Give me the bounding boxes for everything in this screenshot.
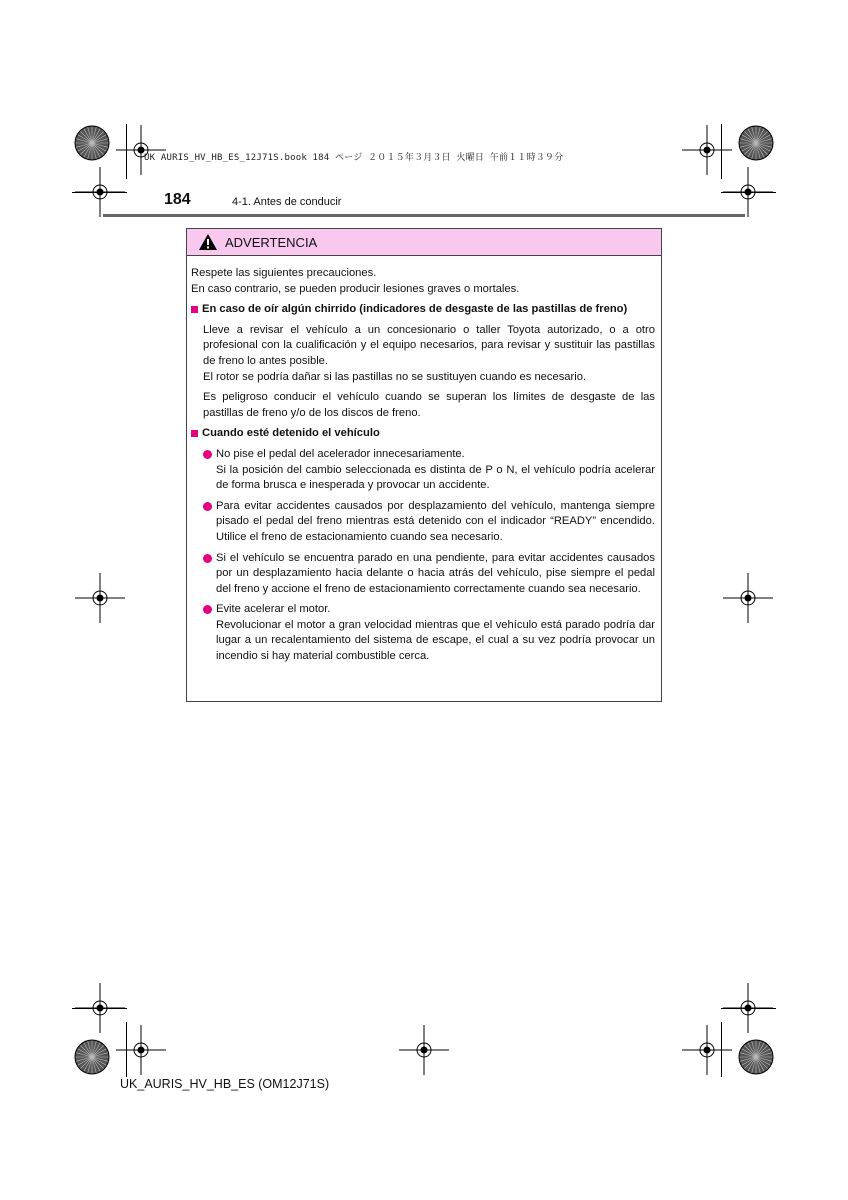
crop-line	[72, 1008, 127, 1009]
bullet-lead: Si el vehículo se encuentra parado en una pendiente, para evitar accidentes causados por un desplazamiento hacia delante o hacia atrás del vehículo, pise siempre el pedal del freno y accione el freno de estacionamiento correctamente cuando sea necesario.	[216, 551, 655, 595]
bullet-text: Si la posición del cambio seleccionada es distinta de P o N, el vehículo podría acelerar de forma brusca e inesperada y provocar un accidente.	[216, 463, 655, 492]
bullet-text: Revolucionar el motor a gran velocidad mientras que el vehículo está parado podría dar lugar a un recalentamiento del sistema de escape, el cual a su vez podría provocar un incendio si hay material combustible cerca.	[216, 618, 655, 663]
warning-header	[187, 229, 661, 256]
section-heading	[191, 302, 655, 318]
warning-triangle-icon	[198, 233, 218, 251]
color-wheel-icon	[72, 1037, 112, 1077]
section-title: 4-1. Antes de conducir	[232, 196, 342, 208]
registration-mark-icon	[682, 1025, 732, 1075]
list-item	[203, 551, 655, 598]
bullet-dot-icon	[203, 502, 212, 511]
header-rule	[103, 214, 745, 217]
bullet-dot-icon	[203, 450, 212, 459]
color-wheel-icon	[736, 123, 776, 163]
bullet-lead: No pise el pedal del acelerador innecesariamente.	[216, 447, 465, 460]
registration-mark-icon	[116, 1025, 166, 1075]
list-item	[203, 602, 655, 664]
paragraph: Es peligroso conducir el vehículo cuando se superan los límites de desgaste de las pastillas de freno y/o de los discos de freno.	[203, 391, 655, 419]
square-bullet-icon	[191, 306, 198, 313]
warning-box	[186, 228, 662, 702]
page-number: 184	[164, 191, 191, 208]
crop-line	[126, 124, 127, 179]
crop-line	[721, 1008, 776, 1009]
paragraph: Lleve a revisar el vehículo a un concesionario o taller Toyota autorizado, o a otro profesional con la cualificación y el equipo necesarios, para revisar y sustituir las pastillas de freno lo antes posible.	[203, 323, 655, 367]
registration-mark-icon	[723, 573, 773, 623]
bullet-dot-icon	[203, 605, 212, 614]
section-heading-text: En caso de oír algún chirrido (indicadores de desgaste de las pastillas de freno)	[202, 303, 628, 316]
section-heading	[191, 426, 655, 442]
list-item	[203, 499, 655, 546]
intro-line: Respete las siguientes precauciones.	[191, 267, 377, 279]
color-wheel-icon	[72, 123, 112, 163]
registration-mark-icon	[75, 573, 125, 623]
paragraph: El rotor se podría dañar si las pastillas no se sustituyen cuando es necesario.	[203, 370, 587, 383]
bullet-dot-icon	[203, 554, 212, 563]
document-code: UK_AURIS_HV_HB_ES (OM12J71S)	[120, 1077, 330, 1091]
book-file-info: UK AURIS_HV_HB_ES_12J71S.book 184 ページ ２０１５年３月３日 火曜日 午前１１時３９分	[144, 153, 564, 163]
crop-line	[72, 192, 127, 193]
section-heading-text: Cuando esté detenido el vehículo	[202, 427, 380, 440]
warning-body	[187, 256, 661, 665]
color-wheel-icon	[736, 1037, 776, 1077]
bullet-lead: Para evitar accidentes causados por desplazamiento del vehículo, mantenga siempre pisado el pedal del freno mientras está detenido con el indicador “READY” encendido. Utilice el freno de estacionamiento cuando sea necesario.	[216, 499, 655, 543]
crop-line	[721, 124, 722, 179]
crop-line	[721, 192, 776, 193]
square-bullet-icon	[191, 430, 198, 437]
section-body	[203, 323, 655, 422]
bullet-lead: Evite acelerar el motor.	[216, 603, 331, 616]
intro-line: En caso contrario, se pueden producir lesiones graves o mortales.	[191, 282, 520, 295]
crop-line	[126, 1022, 127, 1077]
warning-title: ADVERTENCIA	[225, 234, 318, 250]
registration-mark-icon	[399, 1025, 449, 1075]
list-item	[203, 447, 655, 494]
crop-line	[721, 1022, 722, 1077]
